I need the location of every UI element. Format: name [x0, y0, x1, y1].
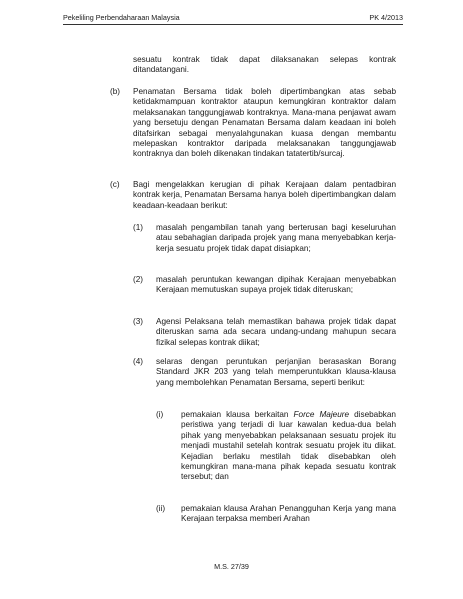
force-majeure-term: Force Majeure — [293, 410, 350, 419]
page-number: M.S. 27/39 — [214, 562, 249, 571]
header-reference: PK 4/2013 — [369, 13, 403, 22]
subsubitem-ii-paragraph: pemakaian klausa Arahan Penangguhan Kerja yang mana Kerajaan terpaksa memberi Arahan — [181, 504, 396, 524]
intro-paragraph: sesuatu kontrak tidak dapat dilaksanakan selepas kontrak ditandatangani. — [133, 55, 396, 75]
subitem-1-label: (1) — [133, 223, 144, 232]
header-rule — [63, 24, 403, 25]
subsubitem-i-text-start: pemakaian klausa berkaitan — [181, 410, 294, 419]
subitem-2-label: (2) — [133, 275, 144, 284]
item-c-paragraph: Bagi mengelakkan kerugian di pihak Kerajaan dalam pentadbiran kontrak kerja, Penamatan Bersama hanya boleh dipertimbangkan dalam keadaan-keadaan berikut: — [133, 180, 396, 210]
item-c-label: (c) — [110, 180, 120, 189]
subitem-1-paragraph: masalah pengambilan tanah yang berterusan bagi keseluruhan atau sebahagian daripada projek yang mana menyebabkan kerja-kerja sesuatu projek tidak dapat disiapkan; — [156, 223, 396, 253]
subsubitem-i-text-end: disebabkan peristiwa yang terjadi di luar kawalan kedua-dua belah pihak yang menyebabkan pelaksanaan sesuatu projek itu menjadi mustahil setelah kontrak sesuatu projek itu diikat. Kejadian berlaku mestilah tidak disebabkan oleh kemungkiran mana-mana pihak kepada sesuatu kontrak tersebut; dan — [181, 410, 396, 482]
subitem-3-paragraph: Agensi Pelaksana telah memastikan bahawa projek tidak dapat diteruskan sama ada secara undang-undang mahupun secara fizikal selepas kontrak diikat; — [156, 317, 396, 347]
subsubitem-i-label: (i) — [156, 410, 164, 419]
item-b-paragraph: Penamatan Bersama tidak boleh dipertimbangkan atas sebab ketidakmampuan kontraktor ataupun kemungkiran kontraktor dalam melaksanakan tanggungjawab kontraknya. Mana-mana penjawat awam yang bersetuju dengan Penamatan Bersama dalam keadaan ini boleh ditafsirkan sebagai menyalahgunakan kuasa dengan membantu melepaskan kontraktor daripada melaksanakan tanggungjawab kontraknya dan boleh dikenakan tindakan tatatertib/surcaj. — [133, 87, 396, 159]
subsubitem-i-paragraph — [181, 410, 396, 483]
subitem-2-paragraph: masalah peruntukan kewangan dipihak Kerajaan menyebabkan Kerajaan memutuskan supaya projek tidak diteruskan; — [156, 275, 396, 295]
subsubitem-ii-label: (ii) — [156, 504, 166, 513]
subitem-3-label: (3) — [133, 317, 144, 326]
header-title: Pekeliling Perbendaharaan Malaysia — [63, 13, 180, 22]
subitem-4-paragraph: selaras dengan peruntukan perjanjian berasaskan Borang Standard JKR 203 yang telah memperuntukkan klausa-klausa yang membolehkan Penamatan Bersama, seperti berikut: — [156, 357, 396, 387]
item-b-label: (b) — [110, 87, 121, 96]
subitem-4-label: (4) — [133, 357, 144, 366]
